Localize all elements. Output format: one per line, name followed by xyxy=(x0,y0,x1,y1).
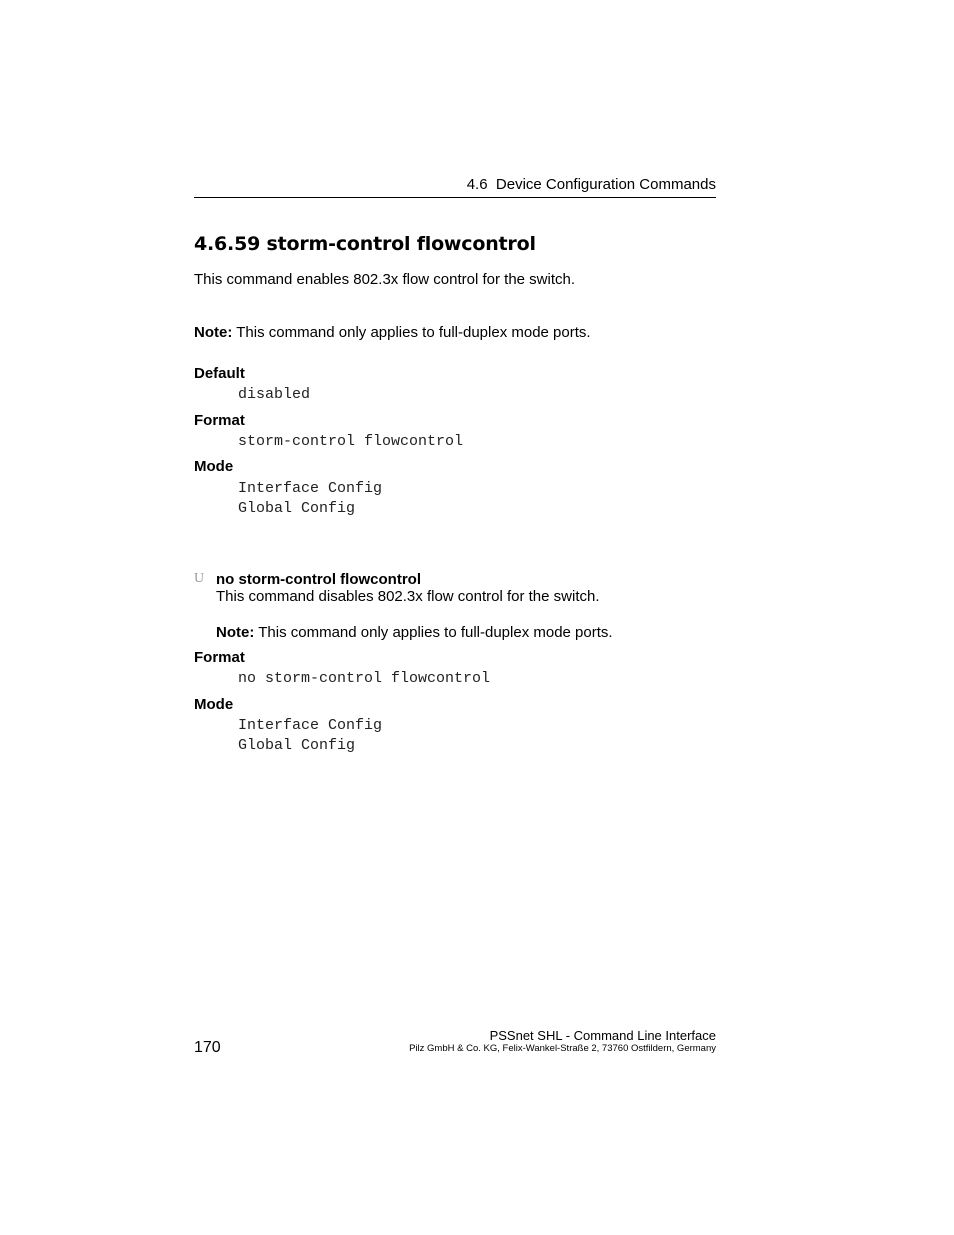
no-command-format-label: Format xyxy=(194,649,245,666)
page-number: 170 xyxy=(194,1039,221,1056)
header-section-number: 4.6 xyxy=(466,176,488,193)
mode-value-global: Global Config xyxy=(238,500,356,517)
bullet-marker: U xyxy=(194,571,205,586)
no-command-note xyxy=(216,624,613,641)
no-command-mode-interface: Interface Config xyxy=(238,717,383,734)
no-command-title: no storm-control flowcontrol xyxy=(216,571,421,588)
section-note xyxy=(194,324,591,341)
default-label: Default xyxy=(194,365,245,382)
no-command-mode-label: Mode xyxy=(194,696,234,713)
mode-value-interface: Interface Config xyxy=(238,480,383,497)
default-value: disabled xyxy=(238,386,311,403)
no-command-description: This command disables 802.3x flow control for the switch. xyxy=(216,588,600,605)
header-section-title: Device Configuration Commands xyxy=(495,176,716,193)
running-header xyxy=(467,176,716,193)
no-command-format-value: no storm-control flowcontrol xyxy=(238,670,491,687)
mode-label: Mode xyxy=(194,458,234,475)
header-rule xyxy=(194,197,716,198)
format-value: storm-control flowcontrol xyxy=(238,433,464,450)
note-text: This command only applies to full-duplex mode ports. xyxy=(258,624,613,641)
format-label: Format xyxy=(194,412,245,429)
note-label: Note: xyxy=(194,324,233,341)
section-description: This command enables 802.3x flow control for the switch. xyxy=(194,271,576,288)
footer-address: Pilz GmbH & Co. KG, Felix-Wankel-Straße 2, 73760 Ostfildern, Germany xyxy=(409,1043,716,1054)
footer-doc-title: PSSnet SHL - Command Line Interface xyxy=(489,1028,716,1043)
no-command-mode-global: Global Config xyxy=(238,737,356,754)
note-text: This command only applies to full-duplex mode ports. xyxy=(236,324,591,341)
note-label: Note: xyxy=(216,624,255,641)
section-heading: 4.6.59 storm-control flowcontrol xyxy=(194,233,536,255)
